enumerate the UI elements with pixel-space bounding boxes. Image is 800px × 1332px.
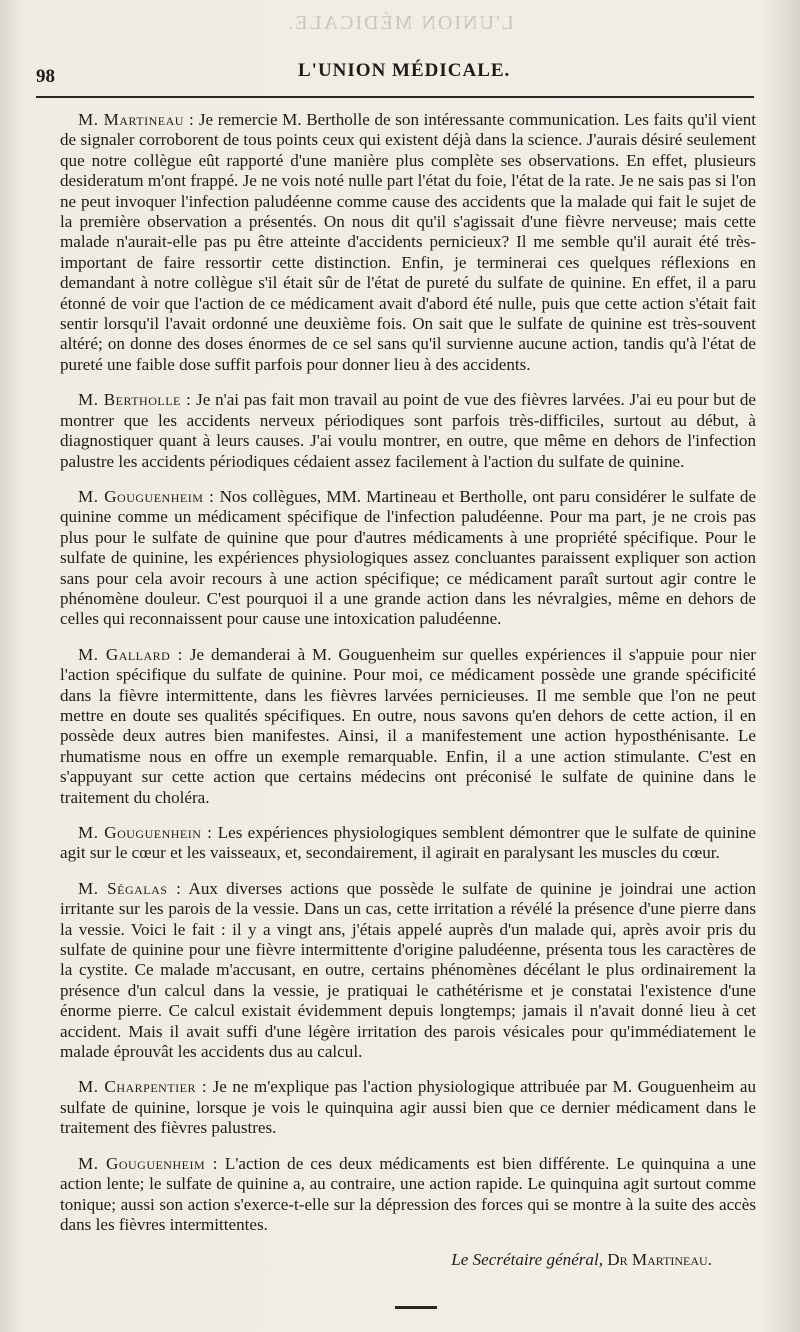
speaker-name: M. Ségalas : <box>78 878 182 898</box>
signature-role: Le Secrétaire général, <box>451 1250 604 1270</box>
speaker-name: M. Charpentier : <box>78 1077 208 1097</box>
speaker-name: M. Gouguenheim : <box>78 1153 218 1173</box>
paragraph-text: Nos collègues, MM. Martineau et Bertholle, ont paru considérer le sulfate de quinine comme un médicament spécifique de l'infection paludéenne. Pour ma part, je ne crois pas plus pour le sulfate de quinine que pour d'autres médicaments à une propriété spécifique. Pour le sulfate de quinine, les expériences physiologiques assez concluantes paraissent expliquer son action sans pour cela avoir recours à une action spécifique; ce médicament paraît surtout agir contre le phénomène douleur. C'est pourquoi il a une grande action dans les névralgies, même en dehors de celles qui reconnaissent pour cause une intoxication paludéenne. <box>60 486 756 629</box>
paragraph-text: L'action de ces deux médicaments est bien différente. Le quinquina a une action lente; le sulfate de quinine a, au contraire, une action rapide. Le quinquina agit surtout comme tonique; aussi son action s'exerce-t-elle sur la dépression des forces qui se montre à la suite des accès dans les fièvres intermittentes. <box>60 1153 756 1234</box>
paragraph-text: Les expériences physiologiques semblent démontrer que le sulfate de quinine agit sur le cœur et les vaisseaux, et, secondairement, il agirait en paralysant les muscles du cœur. <box>60 823 756 863</box>
paragraph-gouguenheim-1 <box>60 487 756 630</box>
signature-name: Dr Martineau. <box>607 1250 712 1270</box>
show-through-text: L'UNION MÉDICALE. <box>286 12 514 34</box>
header-rule <box>36 96 754 98</box>
paragraph-martineau <box>60 110 756 375</box>
paragraph-charpentier <box>60 1077 756 1138</box>
speaker-name: M. Bertholle : <box>78 390 192 410</box>
paragraph-gouguenhein-2 <box>60 823 756 864</box>
paragraph-text: Je demanderai à M. Gouguenheim sur quelles expériences il s'appuie pour nier l'action spécifique du sulfate de quinine. Pour moi, ce médicament possède une grande spécificité dans la fièvre intermittente, dans les fièvres larvées pernicieuses. Il me semble que l'on ne peut mettre en doute ses qualités spécifiques. En outre, nous savons qu'en dehors de cette action, il en possède deux autres bien manifestes. Ainsi, il a manifestement une action hyposthénisante. Le rhumatisme nous en offre un exemple remarquable. Enfin, il a une action stimulante. C'est en s'appuyant sur cette action que certains médecins ont préconisé le sulfate de quinine dans le traitement du choléra. <box>60 644 756 807</box>
speaker-name: M. Gouguenheim : <box>78 486 215 506</box>
paragraph-segalas <box>60 879 756 1063</box>
speaker-name: M. Martineau : <box>78 110 195 129</box>
article-body <box>60 110 756 1271</box>
paragraph-text: Je ne m'explique pas l'action physiologique attribuée par M. Gouguenheim au sulfate de quinine, lorsque je vois le quinquina agir aussi bien que ce dernier médicament dans le traitement des fièvres palustres. <box>60 1077 756 1138</box>
paragraph-bertholle <box>60 390 756 472</box>
paragraph-text: Je remercie M. Bertholle de son intéressante communication. Les faits qu'il vient de signaler corroborent de tous points ceux qui existent déjà dans la science. J'aurais désiré seulement que notre collègue eût rapporté d'une manière plus complète ses observations. En effet, plusieurs desideratum m'ont frappé. Je ne vois noté nulle part l'état du foie, l'état de la rate. Je ne sais pas si l'on ne peut invoquer l'infection paludéenne comme cause des accidents que la malade qui fait le sujet de la première observation a présentés. On nous dit qu'il s'agissait d'une fièvre nerveuse; mais cette malade n'aurait-elle pas pu être atteinte d'accidents pernicieux? Il me semble qu'il aurait été très-important de faire ressortir cette distinction. Enfin, je terminerai ces quelques réflexions en demandant à notre collègue s'il était sûr de l'état de pureté du sulfate de quinine. En effet, il a paru étonné de voir que l'action de ce médicament avait d'abord été nulle, puis que cette action s'était fait sentir lorsqu'il l'avait ordonné une deuxième fois. On sait que le sulfate de quinine est très-souvent altéré; on donne des doses énormes de ce sel sans qu'il survienne aucune action, tandis qu'à l'état de pureté une faible dose suffit parfois pour donner lieu à des accidents. <box>60 110 756 374</box>
paragraph-text: Je n'ai pas fait mon travail au point de vue des fièvres larvées. J'ai eu pour but de montrer que les accidents nerveux périodiques sont parfois très-difficiles, surtout au début, à diagnostiquer quant à leurs causes. J'ai voulu montrer, en outre, que même en dehors de l'infection palustre les accidents périodiques cédaient assez facilement à l'action du sulfate de quinine. <box>60 390 757 471</box>
end-rule <box>395 1306 437 1309</box>
speaker-name: M. Gouguenhein : <box>78 823 213 842</box>
speaker-name: M. Gallard : <box>78 644 183 664</box>
paragraph-text: Aux diverses actions que possède le sulfate de quinine je joindrai une action irritante sur les parois de la vessie. Dans un cas, cette irritation a révélé la présence d'une pierre dans la vessie. Voici le fait : il y a vingt ans, j'étais appelé auprès d'un malade qui, après avoir pris du sulfate de quinine pour une fièvre intermittente d'origine paludéenne, présenta tous les caractères de la cystite. Ce malade m'accusant, en outre, certains phénomènes décélant le plus ordinairement la présence d'un calcul dans la vessie, je pratiquai le cathétérisme et je constatai l'existence d'une énorme pierre. Ce calcul existait évidemment depuis longtemps; jamais il n'avait donné lieu à cet accident. Mais il avait suffi d'une légère irritation des parois vésicales pour qu'immédiatement le malade éprouvât les accidents dus au calcul. <box>60 878 756 1062</box>
journal-title: L'UNION MÉDICALE. <box>298 60 511 81</box>
page-header <box>36 58 754 98</box>
signature <box>60 1250 712 1270</box>
page-number: 98 <box>36 66 55 87</box>
paragraph-gouguenheim-3 <box>60 1154 756 1236</box>
paragraph-gallard <box>60 645 756 808</box>
